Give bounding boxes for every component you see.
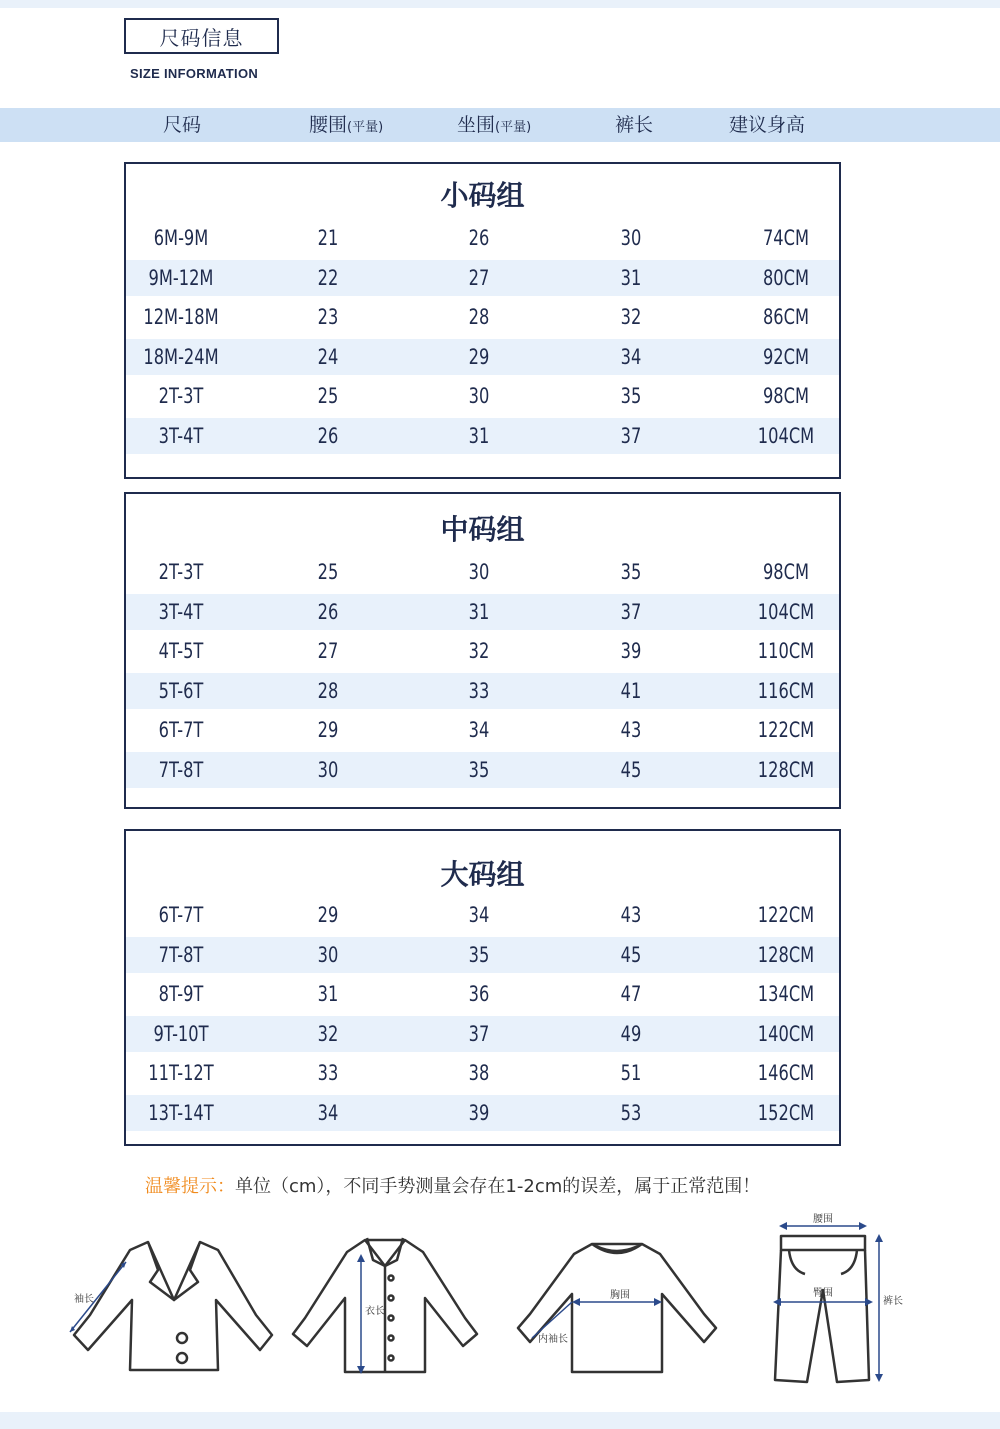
table-row [126, 976, 839, 1012]
waist-cell: 26 [317, 423, 339, 448]
top-strip [0, 0, 1000, 8]
length-cell: 41 [620, 678, 642, 703]
size-cell: 4T-5T [158, 639, 204, 663]
tip-text: 单位（cm），不同手势测量会存在1-2cm的误差，属于正常范围！ [235, 1176, 761, 1197]
hip-cell: 39 [468, 1100, 490, 1125]
hip-cell: 31 [468, 599, 490, 624]
height-cell: 92CM [762, 344, 810, 369]
length-cell: 34 [620, 344, 642, 369]
size-cell: 18M-24M [143, 344, 219, 369]
sweater-diagram [510, 1210, 725, 1385]
height-cell: 140CM [757, 1021, 815, 1046]
waist-cell: 32 [317, 1021, 339, 1046]
height-cell: 98CM [762, 560, 810, 584]
height-cell: 152CM [757, 1100, 815, 1125]
height-cell: 98CM [762, 384, 810, 408]
size-group-large [124, 829, 841, 1146]
size-cell: 7T-8T [158, 757, 204, 782]
hip-cell: 30 [468, 384, 490, 408]
size-cell: 8T-9T [158, 982, 204, 1006]
waist-cell: 22 [317, 265, 339, 290]
section-title: 尺码信息 [124, 18, 279, 54]
group-title: 小码组 [440, 179, 525, 212]
size-group-medium [124, 492, 841, 809]
waist-cell: 31 [317, 982, 339, 1006]
hip-cell: 36 [468, 982, 490, 1006]
header-hip [457, 108, 531, 142]
chest-label: 胸围 [610, 1290, 630, 1301]
section-subtitle: SIZE INFORMATION [130, 66, 259, 81]
table-row [126, 1095, 839, 1131]
length-cell: 45 [620, 757, 642, 782]
hip-cell: 31 [468, 423, 490, 448]
height-cell: 104CM [757, 423, 815, 448]
hip-cell: 26 [468, 226, 490, 250]
shirt-diagram [285, 1210, 485, 1385]
group-title: 大码组 [440, 858, 525, 891]
length-cell: 37 [620, 599, 642, 624]
bottom-strip [0, 1412, 1000, 1429]
hip-cell: 32 [468, 639, 490, 663]
table-row [126, 418, 839, 454]
length-cell: 39 [620, 639, 642, 663]
size-cell: 2T-3T [158, 560, 204, 584]
header-waist [309, 108, 383, 142]
waist-cell: 34 [317, 1100, 339, 1125]
size-cell: 11T-12T [148, 1061, 214, 1085]
waist-cell: 25 [317, 384, 339, 408]
size-cell: 2T-3T [158, 384, 204, 408]
table-row [126, 1016, 839, 1052]
tip-line [145, 1172, 760, 1198]
waist-cell: 30 [317, 757, 339, 782]
table-row [126, 752, 839, 788]
size-cell: 3T-4T [158, 599, 204, 624]
size-cell: 13T-14T [148, 1100, 214, 1125]
sleeve-length-label: 袖长 [74, 1294, 94, 1305]
length-cell: 30 [620, 226, 642, 250]
height-cell: 122CM [757, 718, 815, 742]
height-cell: 146CM [757, 1061, 815, 1085]
length-cell: 45 [620, 942, 642, 967]
header-size: 尺码 [163, 114, 202, 136]
length-cell: 31 [620, 265, 642, 290]
waist-cell: 23 [317, 305, 339, 329]
size-group-small [124, 162, 841, 479]
table-row [126, 897, 839, 933]
hip-cell: 30 [468, 560, 490, 584]
pant-length-label: 裤长 [883, 1296, 903, 1307]
size-cell: 12M-18M [143, 305, 219, 329]
waist-cell: 33 [317, 1061, 339, 1085]
header-waist-label: 腰围 [309, 114, 348, 136]
hip-cell: 29 [468, 344, 490, 369]
length-cell: 32 [620, 305, 642, 329]
table-header [0, 108, 1000, 142]
hip-label: 臀围 [813, 1288, 833, 1299]
hip-cell: 33 [468, 678, 490, 703]
size-cell: 5T-6T [158, 678, 204, 703]
table-row [126, 633, 839, 669]
size-cell: 6M-9M [153, 226, 209, 250]
height-cell: 122CM [757, 903, 815, 927]
header-hip-label: 坐围 [457, 114, 496, 136]
length-cell: 49 [620, 1021, 642, 1046]
waist-cell: 24 [317, 344, 339, 369]
hip-cell: 35 [468, 757, 490, 782]
size-cell: 6T-7T [158, 903, 204, 927]
waist-cell: 21 [317, 226, 339, 250]
hip-cell: 27 [468, 265, 490, 290]
height-cell: 86CM [762, 305, 810, 329]
length-cell: 35 [620, 560, 642, 584]
length-cell: 43 [620, 903, 642, 927]
header-length: 裤长 [615, 114, 654, 136]
size-cell: 6T-7T [158, 718, 204, 742]
tip-label: 温馨提示： [145, 1176, 235, 1197]
hip-cell: 37 [468, 1021, 490, 1046]
height-cell: 80CM [762, 265, 810, 290]
waist-cell: 25 [317, 560, 339, 584]
table-row [126, 378, 839, 414]
height-cell: 128CM [757, 942, 815, 967]
size-cell: 9T-10T [153, 1021, 209, 1046]
length-cell: 53 [620, 1100, 642, 1125]
group-title: 中码组 [440, 513, 525, 546]
length-cell: 47 [620, 982, 642, 1006]
header-height: 建议身高 [729, 114, 806, 136]
garment-length-label: 衣长 [365, 1306, 385, 1317]
height-cell: 128CM [757, 757, 815, 782]
hip-cell: 34 [468, 718, 490, 742]
table-row [126, 937, 839, 973]
waist-cell: 27 [317, 639, 339, 663]
waist-label: 腰围 [813, 1214, 833, 1225]
size-cell: 3T-4T [158, 423, 204, 448]
table-row [126, 1055, 839, 1091]
length-cell: 43 [620, 718, 642, 742]
header-hip-note: (平量) [495, 120, 532, 135]
size-cell: 9M-12M [148, 265, 214, 290]
length-cell: 35 [620, 384, 642, 408]
height-cell: 116CM [757, 678, 815, 703]
jacket-diagram [60, 1210, 280, 1385]
table-row [126, 220, 839, 256]
table-row [126, 712, 839, 748]
table-row [126, 594, 839, 630]
table-row [126, 339, 839, 375]
table-row [126, 554, 839, 590]
height-cell: 110CM [757, 639, 815, 663]
waist-cell: 28 [317, 678, 339, 703]
length-cell: 51 [620, 1061, 642, 1085]
table-row [126, 299, 839, 335]
waist-cell: 29 [317, 903, 339, 927]
height-cell: 134CM [757, 982, 815, 1006]
pants-diagram [765, 1210, 915, 1390]
height-cell: 74CM [762, 226, 810, 250]
waist-cell: 26 [317, 599, 339, 624]
size-cell: 7T-8T [158, 942, 204, 967]
height-cell: 104CM [757, 599, 815, 624]
hip-cell: 34 [468, 903, 490, 927]
header-waist-note: (平量) [347, 120, 384, 135]
table-row [126, 673, 839, 709]
waist-cell: 30 [317, 942, 339, 967]
hip-cell: 35 [468, 942, 490, 967]
hip-cell: 38 [468, 1061, 490, 1085]
hip-cell: 28 [468, 305, 490, 329]
inner-sleeve-label: 内袖长 [538, 1334, 568, 1345]
length-cell: 37 [620, 423, 642, 448]
waist-cell: 29 [317, 718, 339, 742]
table-row [126, 260, 839, 296]
